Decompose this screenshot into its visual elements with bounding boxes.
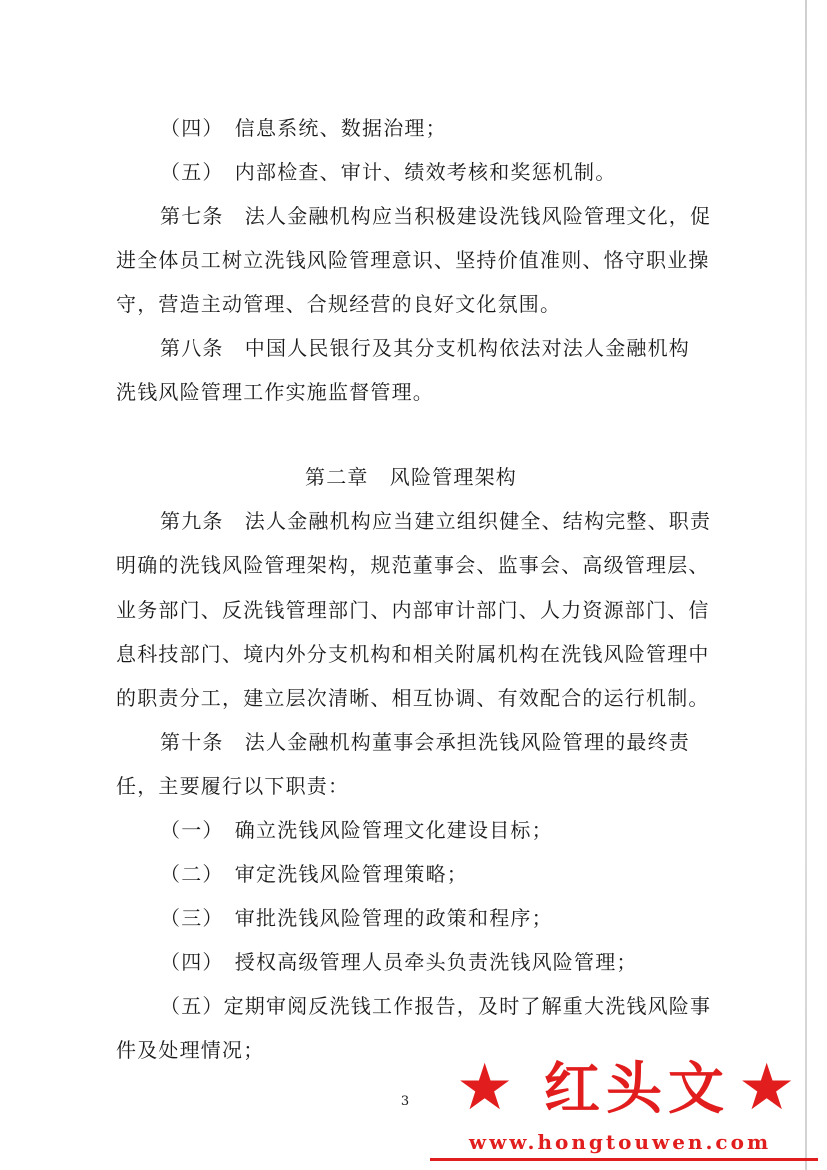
article-9-line-2: 明确的洗钱风险管理架构，规范董事会、监事会、高级管理层、 [116, 553, 710, 577]
duty-item-5-line-2: 件及处理情况； [116, 1038, 265, 1062]
star-icon: ★ [738, 1051, 796, 1125]
page-number: 3 [400, 1094, 410, 1109]
item-four-info-systems: （四） 信息系统、数据治理； [160, 116, 447, 140]
article-7-line-3: 守，营造主动管理、合规经营的良好文化氛围。 [116, 292, 562, 316]
scan-edge-line [805, 0, 807, 1170]
article-9-line-3: 业务部门、反洗钱管理部门、内部审计部门、人力资源部门、信 [116, 598, 710, 622]
article-7-line-1: 第七条 法人金融机构应当积极建设洗钱风险管理文化，促 [160, 204, 712, 228]
article-9-line-5: 的职责分工，建立层次清晰、相互协调、有效配合的运行机制。 [116, 686, 710, 710]
star-icon: ★ [456, 1051, 514, 1125]
article-8-line-1: 第八条 中国人民银行及其分支机构依法对法人金融机构 [160, 336, 690, 360]
item-five-internal-inspection: （五） 内部检查、审计、绩效考核和奖惩机制。 [160, 160, 617, 184]
article-7-line-2: 进全体员工树立洗钱风险管理意识、坚持价值准则、恪守职业操 [116, 248, 710, 272]
duty-item-2: （二） 审定洗钱风险管理策略； [160, 862, 468, 886]
watermark [420, 1046, 820, 1170]
article-9-line-4: 息科技部门、境内外分支机构和相关附属机构在洗钱风险管理中 [116, 642, 710, 666]
duty-item-1: （一） 确立洗钱风险管理文化建设目标； [160, 818, 553, 842]
duty-item-3: （三） 审批洗钱风险管理的政策和程序； [160, 906, 553, 930]
watermark-title-row [420, 1048, 820, 1128]
chapter-heading: 第二章 风险管理架构 [305, 465, 517, 489]
article-10-line-2: 任，主要履行以下职责： [116, 774, 350, 798]
watermark-underline [430, 1158, 818, 1161]
article-10-line-1: 第十条 法人金融机构董事会承担洗钱风险管理的最终责 [160, 730, 690, 754]
watermark-url: www.hongtouwen.com [468, 1130, 772, 1154]
watermark-title: 红头文 [544, 1056, 730, 1122]
duty-item-5-line-1: （五）定期审阅反洗钱工作报告，及时了解重大洗钱风险事 [160, 994, 712, 1018]
article-9-line-1: 第九条 法人金融机构应当建立组织健全、结构完整、职责 [160, 509, 712, 533]
duty-item-4: （四） 授权高级管理人员牵头负责洗钱风险管理； [160, 950, 638, 974]
article-8-line-2: 洗钱风险管理工作实施监督管理。 [116, 380, 434, 404]
